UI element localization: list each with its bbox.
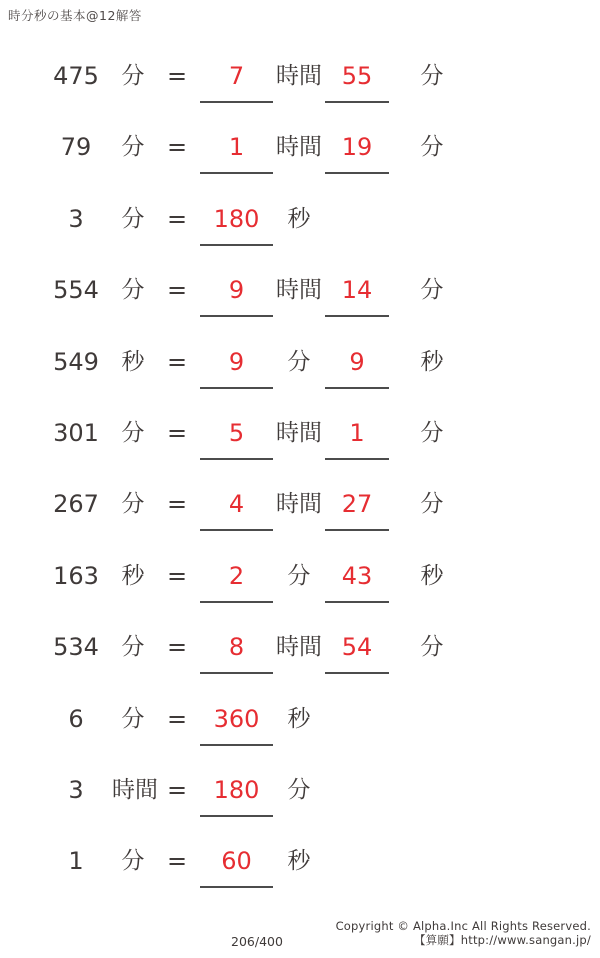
answer-1: 5 — [200, 416, 273, 460]
answer-2-cell — [325, 404, 389, 475]
unit-1: 分 — [287, 562, 311, 589]
answer-2: 9 — [325, 345, 389, 389]
given-number: 6 — [68, 704, 84, 733]
given-number: 554 — [53, 276, 99, 305]
given-unit: 分 — [121, 419, 145, 446]
unit-2: 分 — [420, 63, 444, 89]
answer-2 — [325, 773, 389, 781]
footer-copyright — [336, 920, 591, 947]
answer-2: 43 — [325, 559, 389, 603]
problem-row — [0, 190, 600, 261]
answer-1: 9 — [200, 345, 273, 389]
unit-1: 分 — [287, 776, 311, 803]
copyright-line1: Copyright © Alpha.Inc All Rights Reserved. — [335, 919, 591, 933]
given-unit: 秒 — [121, 562, 145, 589]
equals-sign: = — [166, 347, 188, 376]
given-unit: 秒 — [121, 348, 145, 375]
unit-2 — [389, 832, 475, 903]
answer-1-cell — [200, 832, 273, 903]
unit-1: 秒 — [287, 848, 311, 875]
answer-2-cell — [325, 832, 389, 903]
page-number: 206/400 — [231, 934, 283, 949]
answer-1: 180 — [200, 202, 273, 246]
equals-sign: = — [166, 847, 188, 876]
given-number: 79 — [60, 133, 92, 162]
problem-row — [0, 261, 600, 332]
unit-2: 分 — [420, 134, 444, 161]
answer-2: 19 — [325, 130, 389, 174]
answer-2-cell — [325, 261, 389, 332]
answer-1: 9 — [200, 273, 273, 317]
given-unit: 時間 — [112, 776, 158, 803]
unit-1: 時間 — [276, 134, 322, 161]
problem-row — [0, 690, 600, 761]
given-number: 1 — [68, 847, 84, 876]
given-number: 549 — [53, 347, 99, 376]
unit-2: 分 — [420, 634, 444, 661]
problem-row — [0, 618, 600, 689]
problems-list — [0, 47, 600, 904]
given-number: 475 — [53, 62, 99, 90]
answer-1: 1 — [200, 130, 273, 174]
answer-1: 360 — [200, 702, 273, 746]
answer-1-cell — [200, 47, 273, 118]
answer-2: 1 — [325, 416, 389, 460]
answer-2-cell — [325, 118, 389, 189]
unit-2 — [389, 690, 475, 761]
given-number: 267 — [53, 490, 99, 519]
problem-row — [0, 47, 600, 118]
unit-2 — [389, 761, 475, 832]
unit-1: 秒 — [287, 205, 311, 232]
given-number: 301 — [53, 418, 99, 447]
answer-1-cell — [200, 547, 273, 618]
unit-1: 時間 — [276, 419, 322, 446]
problem-row — [0, 404, 600, 475]
answer-2-cell — [325, 547, 389, 618]
unit-1: 時間 — [276, 63, 322, 89]
equals-sign: = — [166, 204, 188, 233]
answer-1-cell — [200, 761, 273, 832]
given-unit: 分 — [121, 634, 145, 661]
answer-1-cell — [200, 118, 273, 189]
worksheet-title: 時分秒の基本@12解答 — [8, 8, 142, 23]
given-unit: 分 — [121, 63, 145, 89]
answer-2-cell — [325, 761, 389, 832]
given-unit: 分 — [121, 134, 145, 161]
given-unit: 分 — [121, 491, 145, 518]
answer-1-cell — [200, 618, 273, 689]
answer-1-cell — [200, 333, 273, 404]
answer-2 — [325, 844, 389, 852]
equals-sign: = — [166, 490, 188, 519]
problem-row — [0, 118, 600, 189]
equals-sign: = — [166, 62, 188, 90]
unit-1: 秒 — [287, 705, 311, 732]
answer-1: 2 — [200, 559, 273, 603]
given-number: 3 — [68, 775, 84, 804]
answer-1-cell — [200, 190, 273, 261]
problem-row — [0, 333, 600, 404]
unit-1: 時間 — [276, 491, 322, 518]
unit-2: 秒 — [420, 562, 444, 589]
answer-2: 27 — [325, 487, 389, 531]
equals-sign: = — [166, 561, 188, 590]
equals-sign: = — [166, 418, 188, 447]
answer-1: 4 — [200, 487, 273, 531]
unit-2: 分 — [420, 419, 444, 446]
answer-2-cell — [325, 47, 389, 118]
unit-2: 分 — [420, 277, 444, 304]
answer-2-cell — [325, 190, 389, 261]
answer-2-cell — [325, 690, 389, 761]
copyright-line2: 【算願】http://www.sangan.jp/ — [413, 932, 591, 947]
problem-row — [0, 475, 600, 546]
answer-2 — [325, 202, 389, 210]
equals-sign: = — [166, 133, 188, 162]
answer-1-cell — [200, 690, 273, 761]
equals-sign: = — [166, 775, 188, 804]
given-unit: 分 — [121, 205, 145, 232]
given-number: 3 — [68, 204, 84, 233]
equals-sign: = — [166, 276, 188, 305]
answer-2-cell — [325, 333, 389, 404]
unit-2: 秒 — [420, 348, 444, 375]
answer-2-cell — [325, 618, 389, 689]
problem-row — [0, 547, 600, 618]
answer-2-cell — [325, 475, 389, 546]
given-unit: 分 — [121, 848, 145, 875]
given-number: 163 — [53, 561, 99, 590]
given-unit: 分 — [121, 705, 145, 732]
equals-sign: = — [166, 633, 188, 662]
answer-1-cell — [200, 475, 273, 546]
answer-2: 55 — [325, 59, 389, 103]
unit-1: 時間 — [276, 277, 322, 304]
answer-1: 8 — [200, 630, 273, 674]
given-number: 534 — [53, 633, 99, 662]
unit-1: 分 — [287, 348, 311, 375]
answer-2: 14 — [325, 273, 389, 317]
problem-row — [0, 761, 600, 832]
unit-2 — [389, 190, 475, 261]
unit-1: 時間 — [276, 634, 322, 661]
answer-2 — [325, 702, 389, 710]
answer-2: 54 — [325, 630, 389, 674]
equals-sign: = — [166, 704, 188, 733]
answer-1: 7 — [200, 59, 273, 103]
unit-2: 分 — [420, 491, 444, 518]
problem-row — [0, 832, 600, 903]
given-unit: 分 — [121, 277, 145, 304]
answer-1: 60 — [200, 844, 273, 888]
answer-1: 180 — [200, 773, 273, 817]
answer-1-cell — [200, 404, 273, 475]
answer-1-cell — [200, 261, 273, 332]
